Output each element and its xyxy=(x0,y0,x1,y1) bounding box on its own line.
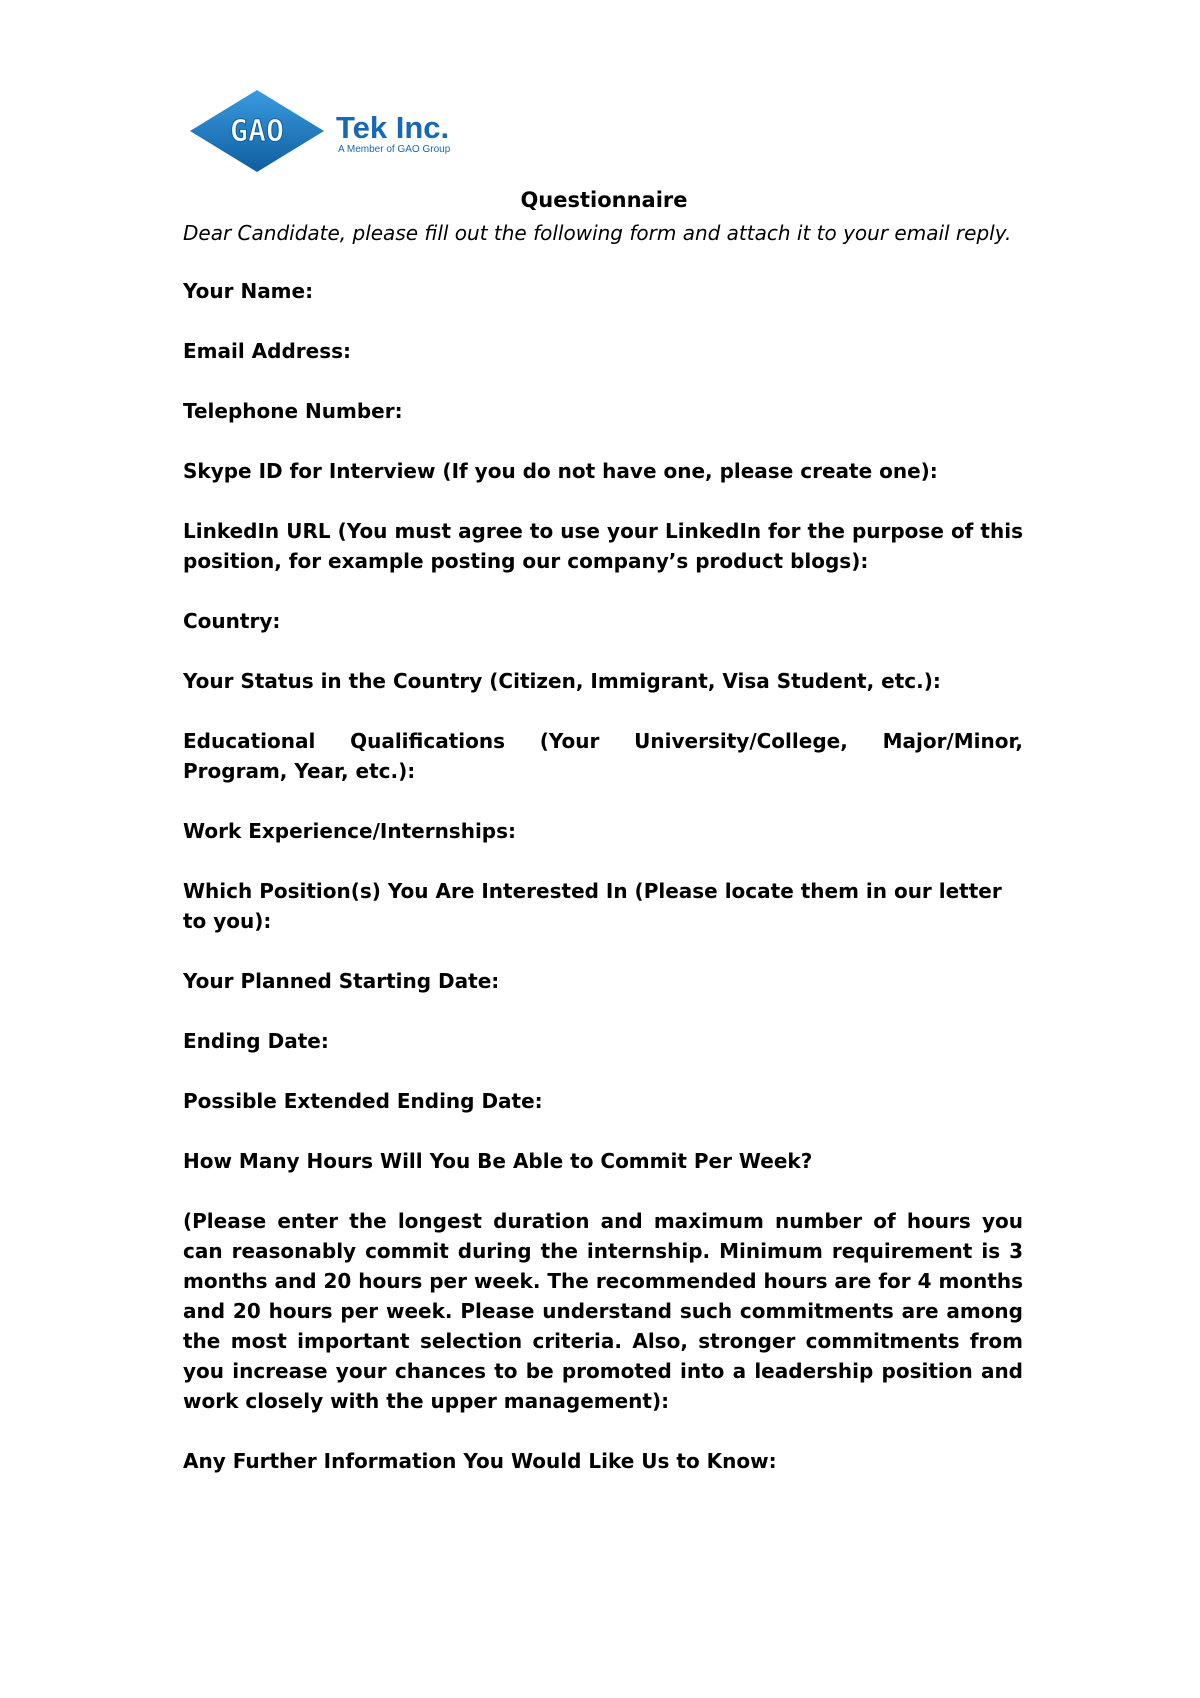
field-label-further-info: Any Further Information You Would Like Us to Know: xyxy=(183,1449,777,1473)
field-label-status: Your Status in the Country (Citizen, Immigrant, Visa Student, etc.): xyxy=(183,669,941,693)
logo-company-name: Tek Inc. xyxy=(336,110,450,145)
field-label-linkedin: LinkedIn URL (You must agree to use your LinkedIn for the purpose of this position, for example posting our company’s product blogs): xyxy=(183,519,1023,573)
field-label-name: Your Name: xyxy=(183,279,314,303)
field-label-email: Email Address: xyxy=(183,339,352,363)
logo-mark-text: GAO xyxy=(229,114,285,149)
hours-instructions: (Please enter the longest duration and maximum number of hours you can reasonably commit during the internship. Minimum requirement is 3 months and 20 hours per week. The recommended hours are for 4 months and 20 hours per week. Please understand such commitments are among the most important selection criteria. Also, stronger commitments from you increase your chances to be promoted into a leadership position and work closely with the upper management): xyxy=(183,1209,1023,1413)
field-label-positions: Which Position(s) You Are Interested In (Please locate them in our letter to you): xyxy=(183,879,1002,933)
field-label-work-experience: Work Experience/Internships: xyxy=(183,819,517,843)
form-fields xyxy=(183,276,1023,1506)
logo-tagline: A Member of GAO Group xyxy=(338,144,451,155)
field-label-country: Country: xyxy=(183,609,281,633)
field-label-start-date: Your Planned Starting Date: xyxy=(183,969,500,993)
field-label-extended-end-date: Possible Extended Ending Date: xyxy=(183,1089,543,1113)
company-logo xyxy=(190,88,510,174)
field-label-hours: How Many Hours Will You Be Able to Commit Per Week? xyxy=(183,1149,813,1173)
page-title: Questionnaire xyxy=(520,188,688,212)
field-label-education: Educational Qualifications (Your University/College, Major/Minor, Program, Year, etc.): xyxy=(183,729,1023,783)
intro-text: Dear Candidate, please fill out the following form and attach it to your email reply. xyxy=(183,221,1012,245)
field-label-skype: Skype ID for Interview (If you do not have one, please create one): xyxy=(183,459,938,483)
field-label-end-date: Ending Date: xyxy=(183,1029,329,1053)
field-label-telephone: Telephone Number: xyxy=(183,399,403,423)
